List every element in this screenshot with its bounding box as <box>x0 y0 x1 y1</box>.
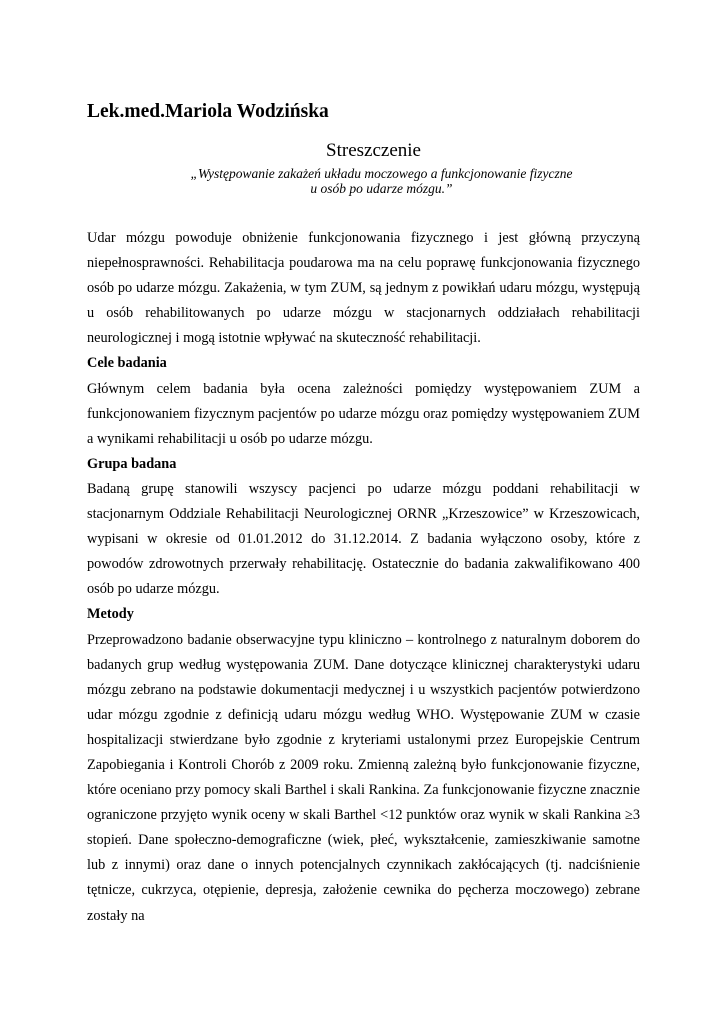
abstract-body <box>87 226 640 929</box>
subtitle-line-2: u osób po udarze mózgu.” <box>310 181 453 196</box>
section-text-grupa: Badaną grupę stanowili wszyscy pacjenci po udarze mózgu poddani rehabilitacji w stacjonarnym Oddziale Rehabilitacji Neurologicznej ORNR „Krzeszowice” w Krzeszowicach, wypisani w okresie od 01.01.2012 do 31.12.2014. Z badania wyłączono osoby, które z powodów zdrowotnych przerwały rehabilitację. Ostatecznie do badania zakwalifikowano 400 osób po udarze mózgu. <box>87 480 640 598</box>
subtitle-line-1: „Występowanie zakażeń układu moczowego a funkcjonowanie fizyczne <box>190 166 573 181</box>
page-title: Streszczenie <box>326 140 421 161</box>
section-text-metody: Przeprowadzono badanie obserwacyjne typu kliniczno – kontrolnego z naturalnym doborem do badanych grup według występowania ZUM. Dane dotyczące klinicznej charakterystyki udaru mózgu zebrano na podstawie dokumentacji medycznej i u wszystkich pacjentów potwierdzono udar mózgu zgodnie z definicją udaru mózgu według WHO. Występowanie ZUM w czasie hospitalizacji stwierdzane było zgodnie z kryteriami ustalonymi przez Europejskie Centrum Zapobiegania i Kontroli Chorób z 2009 roku. Zmienną zależną było funkcjonowanie fizyczne, które oceniano przy pomocy skali Barthel i skali Rankina. Za funkcjonowanie fizyczne znacznie ograniczone przyjęto wynik oceny w skali Barthel <12 punktów oraz wynik w skali Rankina ≥3 stopień. Dane społeczno-demograficzne (wiek, płeć, wykształcenie, zamieszkiwanie samotne lub z innymi) oraz dane o innych potencjalnych czynnikach zakłócających (tj. nadciśnienie tętnicze, cukrzyca, otępienie, depresja, założenie cewnika do pęcherza moczowego) zebrane zostały na <box>87 631 640 924</box>
subtitle <box>87 166 640 196</box>
section-heading-grupa: Grupa badana <box>87 455 177 472</box>
author-name: Lek.med.Mariola Wodzińska <box>87 101 329 122</box>
section-text-cele: Głównym celem badania była ocena zależności pomiędzy występowaniem ZUM a funkcjonowaniem fizycznym pacjentów po udarze mózgu oraz pomiędzy występowaniem ZUM a wynikami rehabilitacji u osób po udarze mózgu. <box>87 380 640 447</box>
section-heading-metody: Metody <box>87 606 134 623</box>
section-heading-cele: Cele badania <box>87 355 167 372</box>
intro-paragraph: Udar mózgu powoduje obniżenie funkcjonowania fizycznego i jest główną przyczyną niepełnosprawności. Rehabilitacja poudarowa ma na celu poprawę funkcjonowania fizycznego osób po udarze mózgu. Zakażenia, w tym ZUM, są jednym z powikłań udaru mózgu, występują u osób rehabilitowanych po udarze mózgu w stacjonarnych oddziałach rehabilitacji neurologicznej i mogą istotnie wpływać na skuteczność rehabilitacji. <box>87 230 640 347</box>
